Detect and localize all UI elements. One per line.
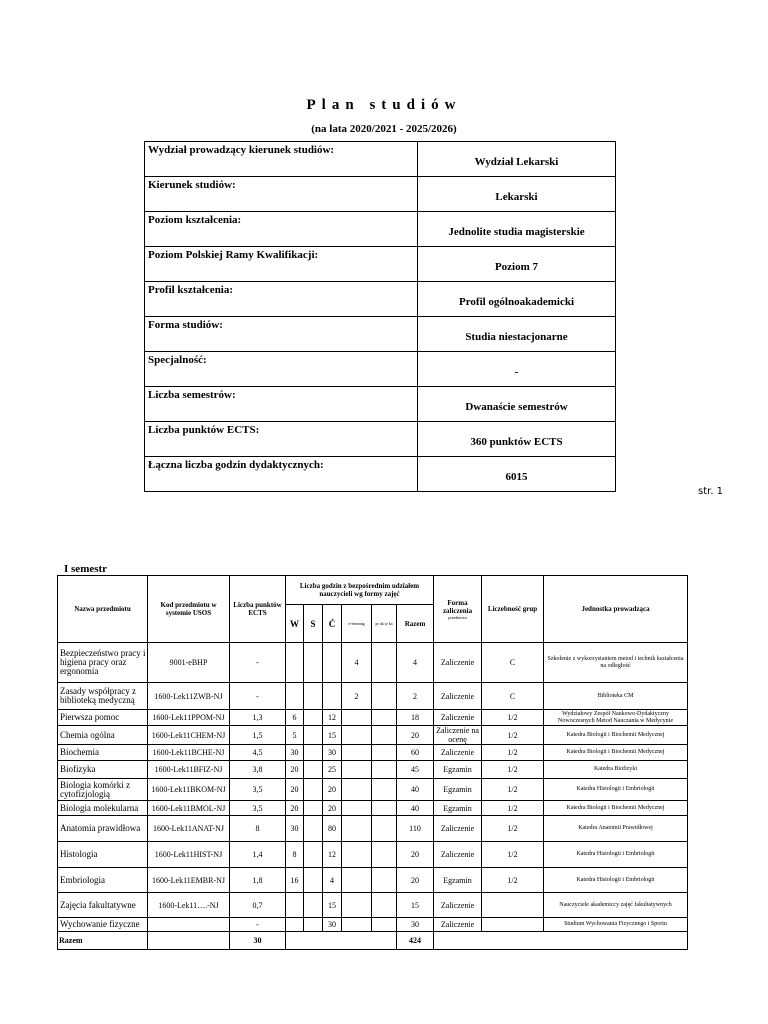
course-unit: Katedra Biologii i Biochemii Medycznej <box>544 801 688 816</box>
course-unit: Katedra Anatomii Prawidłowej <box>544 816 688 842</box>
info-value: Studia niestacjonarne <box>418 317 616 352</box>
table-row <box>58 726 688 745</box>
hours-total: 60 <box>397 745 434 761</box>
info-value: Dwanaście semestrów <box>418 387 616 422</box>
course-form: Egzamin <box>434 779 482 801</box>
hours-total: 30 <box>397 918 434 932</box>
course-code: 1600-Lek11….-NJ <box>148 893 230 918</box>
table-row <box>58 779 688 801</box>
hours-s <box>304 710 323 726</box>
footer-ects: 30 <box>230 932 286 950</box>
course-ects: 4,5 <box>230 745 286 761</box>
header-s: S <box>304 605 323 643</box>
footer-total: 424 <box>397 932 434 950</box>
course-ects: 3,8 <box>230 761 286 779</box>
hours-praktyki <box>372 868 397 893</box>
table-row <box>58 918 688 932</box>
page-title: Plan studiów <box>306 97 462 113</box>
info-row <box>145 177 616 212</box>
hours-s <box>304 643 323 683</box>
info-label: Specjalność: <box>145 352 418 387</box>
course-form: Egzamin <box>434 801 482 816</box>
hours-w: 20 <box>286 761 304 779</box>
course-ects: 1,8 <box>230 868 286 893</box>
info-row <box>145 387 616 422</box>
hours-praktyki <box>372 745 397 761</box>
info-label: Forma studiów: <box>145 317 418 352</box>
course-ects: 1,4 <box>230 842 286 868</box>
table-row <box>58 801 688 816</box>
hours-s <box>304 801 323 816</box>
group-size <box>482 918 544 932</box>
hours-elearning <box>342 801 372 816</box>
hours-elearning <box>342 726 372 745</box>
course-ects: 1,5 <box>230 726 286 745</box>
info-label: Kierunek studiów: <box>145 177 418 212</box>
course-form: Egzamin <box>434 761 482 779</box>
info-row <box>145 212 616 247</box>
hours-total: 20 <box>397 842 434 868</box>
hours-elearning <box>342 842 372 868</box>
course-name: Zasady współpracy z biblioteką medyczną <box>58 683 148 710</box>
hours-s <box>304 918 323 932</box>
hours-praktyki <box>372 683 397 710</box>
group-size: C <box>482 683 544 710</box>
course-unit: Katedra Biofizyki <box>544 761 688 779</box>
hours-c: 20 <box>323 801 342 816</box>
hours-elearning <box>342 761 372 779</box>
course-name: Bezpieczeństwo pracy i higiena pracy oraz ergonomia <box>58 643 148 683</box>
hours-praktyki <box>372 726 397 745</box>
course-name: Biofizyka <box>58 761 148 779</box>
course-code: 1600-Lek11ANAT-NJ <box>148 816 230 842</box>
hours-c: 30 <box>323 918 342 932</box>
course-code: 1600-Lek11PPOM-NJ <box>148 710 230 726</box>
hours-elearning <box>342 918 372 932</box>
course-ects: 8 <box>230 816 286 842</box>
course-form: Zaliczenie <box>434 710 482 726</box>
table-row <box>58 683 688 710</box>
hours-w <box>286 643 304 683</box>
course-form: Egzamin <box>434 868 482 893</box>
table-row <box>58 842 688 868</box>
table-row <box>58 643 688 683</box>
hours-c: 20 <box>323 779 342 801</box>
course-code: 1600-Lek11BCHE-NJ <box>148 745 230 761</box>
hours-c: 30 <box>323 745 342 761</box>
info-label: Liczba semestrów: <box>145 387 418 422</box>
hours-praktyki <box>372 710 397 726</box>
hours-praktyki <box>372 816 397 842</box>
table-row <box>58 893 688 918</box>
group-size <box>482 893 544 918</box>
course-ects: 1,3 <box>230 710 286 726</box>
hours-total: 20 <box>397 726 434 745</box>
hours-elearning <box>342 816 372 842</box>
course-unit: Katedra Biologii i Biochemii Medycznej <box>544 726 688 745</box>
hours-total: 40 <box>397 779 434 801</box>
hours-elearning <box>342 893 372 918</box>
footer-hours-empty <box>286 932 397 950</box>
info-row <box>145 247 616 282</box>
course-unit: Biblioteka CM <box>544 683 688 710</box>
course-code: 1600-Lek11BFIZ-NJ <box>148 761 230 779</box>
header-name: Nazwa przedmiotu <box>58 576 148 643</box>
header-groups: Liczebność grup <box>482 576 544 643</box>
table-row <box>58 868 688 893</box>
course-name: Biologia molekularna <box>58 801 148 816</box>
hours-total: 40 <box>397 801 434 816</box>
info-label: Wydział prowadzący kierunek studiów: <box>145 142 418 177</box>
header-praktyki: pr ak ty ka <box>372 605 397 643</box>
semester-title: I semestr <box>64 563 108 575</box>
header-w: W <box>286 605 304 643</box>
hours-praktyki <box>372 779 397 801</box>
hours-total: 4 <box>397 643 434 683</box>
hours-total: 2 <box>397 683 434 710</box>
course-form: Zaliczenie <box>434 918 482 932</box>
hours-s <box>304 726 323 745</box>
hours-c: 12 <box>323 842 342 868</box>
hours-elearning <box>342 779 372 801</box>
hours-w: 8 <box>286 842 304 868</box>
hours-w: 20 <box>286 779 304 801</box>
header-elearning: e-learning <box>342 605 372 643</box>
group-size: 1/2 <box>482 710 544 726</box>
course-code: 9001-eBHP <box>148 643 230 683</box>
hours-s <box>304 816 323 842</box>
course-ects: 0,7 <box>230 893 286 918</box>
info-value: Wydział Lekarski <box>418 142 616 177</box>
info-row <box>145 457 616 492</box>
table-row <box>58 710 688 726</box>
hours-total: 15 <box>397 893 434 918</box>
course-unit: Katedra Histologii i Embriologii <box>544 868 688 893</box>
hours-praktyki <box>372 643 397 683</box>
group-size: 1/2 <box>482 842 544 868</box>
header-total: Razem <box>397 605 434 643</box>
course-form: Zaliczenie <box>434 816 482 842</box>
hours-praktyki <box>372 801 397 816</box>
hours-w: 16 <box>286 868 304 893</box>
group-size: 1/2 <box>482 745 544 761</box>
hours-c: 80 <box>323 816 342 842</box>
group-size: 1/2 <box>482 726 544 745</box>
hours-w: 30 <box>286 745 304 761</box>
course-form: Zaliczenie <box>434 643 482 683</box>
hours-w <box>286 893 304 918</box>
course-code: 1600-Lek11CHEM-NJ <box>148 726 230 745</box>
course-form: Zaliczenie <box>434 683 482 710</box>
course-name: Chemia ogólna <box>58 726 148 745</box>
course-name: Pierwsza pomoc <box>58 710 148 726</box>
header-hours-group: Liczba godzin z bezpośrednim udziałem nauczycieli wg formy zajęć <box>286 576 434 605</box>
hours-c: 25 <box>323 761 342 779</box>
hours-s <box>304 761 323 779</box>
table-row <box>58 761 688 779</box>
info-row <box>145 317 616 352</box>
course-name: Zajęcia fakultatywne <box>58 893 148 918</box>
group-size: 1/2 <box>482 801 544 816</box>
course-name: Anatomia prawidłowa <box>58 816 148 842</box>
group-size: 1/2 <box>482 816 544 842</box>
info-label: Poziom kształcenia: <box>145 212 418 247</box>
course-code: 1600-Lek11BKOM-NJ <box>148 779 230 801</box>
info-value: Profil ogólnoakademicki <box>418 282 616 317</box>
course-unit: Katedra Histologii i Embriologii <box>544 779 688 801</box>
course-name: Wychowanie fizyczne <box>58 918 148 932</box>
group-size: 1/2 <box>482 761 544 779</box>
group-size: 1/2 <box>482 868 544 893</box>
course-unit: Studium Wychowania Fizycznego i Sportu <box>544 918 688 932</box>
hours-total: 20 <box>397 868 434 893</box>
info-row <box>145 422 616 457</box>
hours-w: 30 <box>286 816 304 842</box>
hours-elearning <box>342 710 372 726</box>
course-unit: Katedra Histologii i Embriologii <box>544 842 688 868</box>
hours-s <box>304 893 323 918</box>
hours-w <box>286 918 304 932</box>
table-row <box>58 816 688 842</box>
info-value: Jednolite studia magisterskie <box>418 212 616 247</box>
hours-praktyki <box>372 761 397 779</box>
hours-c: 15 <box>323 893 342 918</box>
info-label: Łączna liczba godzin dydaktycznych: <box>145 457 418 492</box>
header-code: Kod przedmiotu w systemie USOS <box>148 576 230 643</box>
hours-praktyki <box>372 893 397 918</box>
header-form-sub: przedmiotu <box>448 614 467 620</box>
course-unit: Wydziałowy Zespół Naukowo-Dydaktyczny Nowoczesnych Metod Nauczania w Medycynie <box>544 710 688 726</box>
info-label: Liczba punktów ECTS: <box>145 422 418 457</box>
header-form-main: Forma zaliczenia <box>442 598 473 615</box>
course-name: Embriologia <box>58 868 148 893</box>
info-row <box>145 352 616 387</box>
hours-total: 45 <box>397 761 434 779</box>
info-value: Lekarski <box>418 177 616 212</box>
info-label: Poziom Polskiej Ramy Kwalifikacji: <box>145 247 418 282</box>
hours-s <box>304 779 323 801</box>
course-form: Zaliczenie <box>434 893 482 918</box>
course-form: Zaliczenie na ocenę <box>434 726 482 745</box>
footer-rest-empty <box>434 932 688 950</box>
hours-praktyki <box>372 842 397 868</box>
course-ects: 3,5 <box>230 779 286 801</box>
course-code: 1600-Lek11HIST-NJ <box>148 842 230 868</box>
hours-c: 15 <box>323 726 342 745</box>
header-ects: Liczba punktów ECTS <box>230 576 286 643</box>
footer-code-empty <box>148 932 230 950</box>
course-ects: - <box>230 918 286 932</box>
course-form: Zaliczenie <box>434 842 482 868</box>
semester-plan-table <box>57 575 688 950</box>
course-code: 1600-Lek11ZWB-NJ <box>148 683 230 710</box>
course-name: Biologia komórki z cytofizjologią <box>58 779 148 801</box>
hours-s <box>304 745 323 761</box>
course-name: Biochemia <box>58 745 148 761</box>
hours-c <box>323 683 342 710</box>
header-c: Ć <box>323 605 342 643</box>
hours-w: 20 <box>286 801 304 816</box>
info-row <box>145 282 616 317</box>
study-info-table <box>144 141 616 492</box>
course-code <box>148 918 230 932</box>
course-unit: Szkolenie z wykorzystaniem metod i technik kształcenia na odległość <box>544 643 688 683</box>
hours-w: 6 <box>286 710 304 726</box>
info-value: 6015 <box>418 457 616 492</box>
hours-w: 5 <box>286 726 304 745</box>
course-form: Zaliczenie <box>434 745 482 761</box>
hours-elearning: 2 <box>342 683 372 710</box>
course-ects: - <box>230 643 286 683</box>
hours-c: 4 <box>323 868 342 893</box>
course-code: 1600-Lek11EMBR-NJ <box>148 868 230 893</box>
hours-elearning <box>342 745 372 761</box>
hours-c: 12 <box>323 710 342 726</box>
page-subtitle: (na lata 2020/2021 - 2025/2026) <box>311 123 457 135</box>
course-name: Histologia <box>58 842 148 868</box>
hours-total: 110 <box>397 816 434 842</box>
header-unit: Jednostka prowadząca <box>544 576 688 643</box>
course-ects: - <box>230 683 286 710</box>
info-value: - <box>418 352 616 387</box>
hours-elearning: 4 <box>342 643 372 683</box>
page-number: str. 1 <box>698 486 724 497</box>
hours-c <box>323 643 342 683</box>
header-form <box>434 576 482 643</box>
group-size: C <box>482 643 544 683</box>
hours-s <box>304 842 323 868</box>
course-code: 1600-Lek11BMOL-NJ <box>148 801 230 816</box>
hours-praktyki <box>372 918 397 932</box>
info-label: Profil kształcenia: <box>145 282 418 317</box>
course-unit: Nauczyciele akademiccy zajęć fakultatywnych <box>544 893 688 918</box>
course-unit: Katedra Biologii i Biochemii Medycznej <box>544 745 688 761</box>
hours-w <box>286 683 304 710</box>
info-value: 360 punktów ECTS <box>418 422 616 457</box>
hours-s <box>304 683 323 710</box>
group-size: 1/2 <box>482 779 544 801</box>
info-value: Poziom 7 <box>418 247 616 282</box>
course-ects: 3,5 <box>230 801 286 816</box>
hours-s <box>304 868 323 893</box>
table-row <box>58 745 688 761</box>
hours-elearning <box>342 868 372 893</box>
hours-total: 18 <box>397 710 434 726</box>
info-row <box>145 142 616 177</box>
footer-label: Razem <box>58 932 148 950</box>
